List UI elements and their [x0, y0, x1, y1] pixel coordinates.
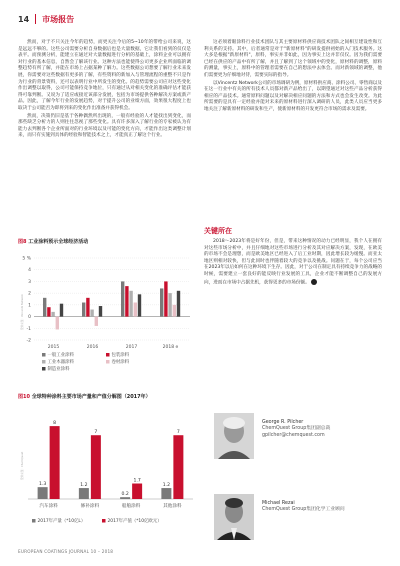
data-label: 1.2 — [80, 483, 88, 489]
figure10-chart — [18, 403, 198, 545]
bar — [164, 281, 167, 316]
figure10-caption: 全球特种涂料主要市场产量和产值分解图（2017年） — [31, 394, 151, 400]
left-paragraph-2: 然而，决策仍旧是基于各种偶然所出现的，一般有经验的人才能找出到变化，而那些缺乏分析力的人则往往忽视了那些变化。具有许多深入了解行业的专家被认为有能力去判断各个企业所面对的行业环境以及可能的变化方向，才能作出这类调整计划来，而只有实施到具体的经验和智能技术之上，才能真正了解这个行业。 — [18, 113, 191, 139]
data-label: 7 — [176, 430, 180, 436]
bar — [138, 294, 141, 316]
legend-swatch — [106, 353, 110, 357]
right-paragraph-2: 以Vincentz Network公司的市场调研为例，原材料供应商、涂料公司、零售商以及在这一行业中有关的所有技术人员都对新产品给出了，以期望通过对这些产品分析获得相应的产品技术。通常原料问题以及对解决相应问题的方法和方式也会发生改变。为此所需要的是具有一定经验并能对未来的原材料进行深入调研的人员，此类人员应当更多地关注了解新原材料的研发和生产，使新原材料的开发更符合市场的需求及需要。 — [204, 80, 382, 112]
bar — [95, 317, 98, 326]
bar — [125, 286, 128, 316]
y-tick-label: 5 % — [22, 256, 31, 262]
author-photo-2 — [214, 494, 254, 540]
data-label: 1.7 — [133, 478, 141, 484]
data-label: 0.2 — [121, 492, 129, 498]
figure8-source: 资料来源：Vincentz Network — [21, 294, 24, 330]
bar — [51, 312, 54, 317]
legend-swatch — [42, 353, 46, 357]
legend-label: 工业木器涂料 — [47, 360, 74, 365]
author-company-2: ChemQuest Group集团化学工业顾问 — [262, 507, 345, 513]
figure8-label: 图8 — [18, 239, 27, 245]
left-column — [18, 40, 191, 141]
bar — [168, 293, 171, 316]
key-section-paragraph: 2018～2023年将是好年份，但是，带来这种情况的动力已经明显，我个人在拥有对这些市场分析中，并且仔细地对这些市场进行分析及其对应解决方案，发现，在欧美的市场不会是理想，而是欧美地区已经进入了后工业时期，因此增长较为缓慢。而亚太地区则相对较快，但与此同时也伴随着较大的竞争以及挑战。问题在于，每个公司应当在2023年以后如何在这种环境下生存。因此，对于公司在制定具有持续竞争力的战略的时候，需要建立一套良好的能反映行业发展的工具，企业才能不断调整自己的发展方向，进而在市场中占据先机，获得更多的市场份额。 — [204, 239, 382, 286]
bar — [56, 317, 59, 330]
right-paragraph-1: 这必须着眼涂料行业技术团队与其主要原材料供应商技术团队之间相互建设性和互利关系的支持。其中，后者通常是对于"新原材料"的研发提供初始的入门技术服务。这大多是根据"新原材料"，原料，事实并非如此，因为事实上这并非仅仅。因为我们需要已经在供应的产品中有所了解，并且了解到了这个领域中的变化，原材料的调整，原料的测量，事实上，原料中的管理者需要在自己的想法中去体会。而对新领域的调整，他们需要更为仔细地对待，需要实际的指导。 — [204, 40, 382, 78]
section-title: 市场报告 — [42, 14, 75, 24]
legend-swatch — [102, 519, 106, 523]
figure10-title — [18, 393, 151, 400]
legend-label: 制造业涂料 — [47, 367, 70, 372]
bar — [79, 488, 89, 499]
bar — [120, 497, 130, 499]
legend-label: 2017年产量（*10亿L） — [37, 519, 86, 524]
bar — [60, 304, 63, 317]
author-photo-1 — [214, 413, 254, 459]
figure8-title — [18, 238, 88, 245]
author-email-1[interactable]: gpilcher@chemquest.com — [262, 432, 325, 438]
y-tick-label: -1 — [26, 326, 31, 332]
legend-swatch — [42, 367, 46, 371]
x-tick-label: 2015 — [47, 345, 60, 350]
bar — [161, 488, 171, 499]
legend-label: 一般工业涂料 — [47, 353, 74, 358]
author-info-2 — [262, 501, 345, 514]
bar — [38, 487, 48, 499]
x-tick-label: 2018 e — [162, 345, 179, 350]
legend-swatch — [32, 519, 36, 523]
bar — [173, 305, 176, 317]
figure8-caption: 工业涂料预示全球经济活动 — [28, 239, 89, 245]
legend-label: 卷材涂料 — [111, 360, 130, 365]
legend-swatch — [42, 360, 46, 364]
bar — [129, 291, 132, 317]
x-tick-label: 2017 — [125, 345, 138, 350]
end-arrow-icon: ▶ — [311, 279, 317, 285]
y-tick-label: -2 — [26, 338, 31, 344]
data-label: 7 — [94, 430, 98, 436]
author-info-1 — [262, 420, 330, 439]
figure10-label: 图10 — [18, 394, 30, 400]
key-section-title: 关键所在 — [204, 227, 232, 235]
data-label: 8 — [53, 421, 57, 427]
bar — [50, 426, 60, 499]
x-tick-label: 修补涂料 — [80, 504, 100, 509]
data-label: 1.3 — [38, 482, 47, 488]
y-tick-label: 2 — [28, 291, 31, 297]
legend-label: 2017年产值（*10亿欧元） — [107, 519, 162, 524]
bar — [134, 303, 137, 317]
bar — [177, 291, 180, 317]
bar — [132, 484, 142, 499]
x-tick-label: 其他涂料 — [163, 504, 182, 509]
bar — [173, 435, 183, 499]
page-footer: EUROPEAN COATINGS JOURNAL 10 – 2018 — [18, 549, 114, 554]
y-tick-label: 4 — [28, 268, 31, 274]
left-paragraph-1: 然而，对于不只关注今年的趋势，而更关注今后的5~10年的带给公司来说，这是远远不够的。这些公司需要分析自身数据后也是大量数据，它让我们看到的仅仅是表平。而预测分析，能建立在通过对大量数据进行分析的基础上，涂料企业可以拥有对行业的基本信息，自然会了解该行业。这种方法也能使得公司更多企业所面临的调整趋势有所了解，并能在市场上占据某种了解力。这些数据公司想要了解行业未来发展，你需要对这些数据有更多的了解，有些资料的新加入与管理流程的重整不只是作为行业的背景资料，还可以表明行业中所发生的变化。的趋势需要公司应对这些变化作出调整以取得，公司可能保持竞争地位，只有通过从对相关变化的准确评估才能获得可靠判断。又说为了适应或接近该部分发展，包括为市场提供各种解决方案或新产品。因此，了解今年行业的发展趋势，对于提升公司的业绩方面，效果很大程度上也取决于公司能否为即将到来的变化作出准备并获得机会。 — [18, 40, 191, 111]
x-tick-label: 汽车涂料 — [39, 504, 58, 509]
bar — [43, 298, 46, 317]
data-label: 1.2 — [162, 483, 171, 489]
page-header — [18, 12, 74, 26]
legend-label: 包装涂料 — [111, 353, 130, 358]
page-number: 14 — [18, 14, 30, 24]
header-rule — [35, 14, 36, 24]
bar — [82, 303, 85, 317]
y-tick-label: 3 — [28, 279, 31, 285]
y-tick-label: 1 — [28, 303, 31, 309]
y-tick-label: 0 — [28, 315, 31, 321]
x-tick-label: 船舶涂料 — [121, 504, 141, 509]
author-company-1: ChemQuest Group集团副总裁 — [262, 426, 331, 432]
bar — [121, 281, 124, 316]
x-tick-label: 2016 — [86, 345, 99, 350]
figure10-source: 资料来源：ChemQuest — [21, 451, 24, 480]
bar — [90, 310, 93, 317]
right-column — [204, 40, 382, 115]
bar — [47, 307, 50, 316]
author-name-1: George R. Pilcher — [262, 420, 304, 425]
bar — [160, 288, 163, 316]
legend-swatch — [106, 360, 110, 364]
bar — [91, 435, 101, 499]
figure8-chart — [18, 248, 198, 378]
author-name-2: Michael Rezai — [262, 501, 295, 506]
key-section-body — [204, 239, 382, 288]
bar — [86, 298, 89, 317]
bar — [99, 306, 102, 317]
